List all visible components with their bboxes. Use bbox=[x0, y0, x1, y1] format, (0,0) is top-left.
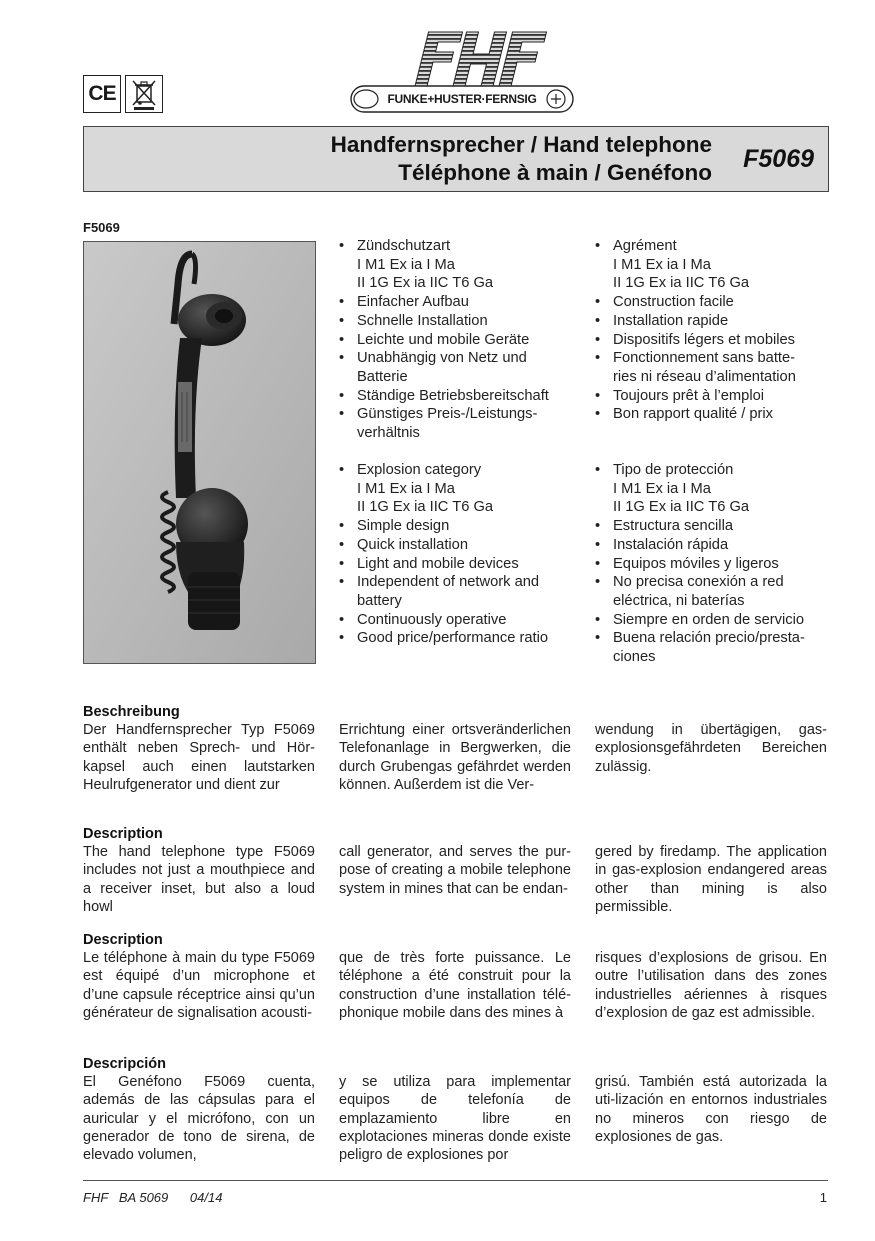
list-item-label: Independent of network and bbox=[357, 574, 540, 591]
company-name: FUNKE+HUSTER·FERNSIG bbox=[387, 92, 537, 106]
list-item-label: Toujours prêt à l’emploi bbox=[613, 387, 765, 404]
title-line-1: Handfernsprecher / Hand telephone bbox=[330, 132, 712, 157]
model-number: F5069 bbox=[743, 145, 814, 173]
section-heading-fr: Description bbox=[83, 932, 163, 948]
list-item bbox=[338, 349, 578, 386]
list-item bbox=[594, 405, 834, 424]
list-item bbox=[338, 237, 578, 293]
certification-marks bbox=[83, 75, 163, 113]
section-heading-en: Description bbox=[83, 826, 163, 842]
list-item-label: Buena relación precio/presta- bbox=[613, 630, 805, 647]
list-item-label: Instalación rápida bbox=[613, 536, 729, 553]
list-item-sub: I M1 Ex ia I Ma bbox=[613, 256, 711, 273]
product-photo bbox=[83, 241, 316, 664]
list-item bbox=[594, 293, 834, 312]
list-item-sub: verhältnis bbox=[357, 425, 420, 442]
list-item bbox=[338, 573, 578, 610]
list-item-sub: II 1G Ex ia IIC T6 Ga bbox=[613, 275, 750, 292]
company-logo bbox=[345, 30, 577, 118]
page-number: 1 bbox=[819, 1190, 827, 1205]
section-de-col2: Errichtung einer ortsveränderlichen Telefonanlage in Bergwerken, die durch Grubengas gefährdet werden können. Außerdem ist die Ver- bbox=[339, 722, 571, 793]
list-item-sub: ciones bbox=[613, 649, 656, 666]
list-item bbox=[338, 611, 578, 630]
list-item bbox=[338, 461, 578, 517]
list-item bbox=[594, 312, 834, 331]
list-item-label: Agrément bbox=[613, 238, 677, 254]
list-item bbox=[338, 312, 578, 331]
list-item bbox=[338, 629, 578, 648]
list-item-sub: Batterie bbox=[357, 368, 408, 385]
list-item-label: Equipos móviles y ligeros bbox=[613, 555, 779, 572]
list-item-label: Tipo de protección bbox=[613, 462, 734, 478]
section-fr-col3: risques d’explosions de grisou. En outre l’utilisation dans des zones industrielles aériennes à risques d’explosion de gaz est admissible. bbox=[595, 950, 827, 1021]
list-item-sub: eléctrica, ni baterías bbox=[613, 592, 745, 609]
list-item-sub: I M1 Ex ia I Ma bbox=[357, 256, 455, 273]
list-item-sub: II 1G Ex ia IIC T6 Ga bbox=[357, 499, 494, 516]
ce-mark bbox=[83, 75, 121, 113]
footer-reference: FHF BA 5069 04/14 bbox=[83, 1190, 223, 1205]
list-item bbox=[338, 387, 578, 406]
list-item bbox=[338, 536, 578, 555]
section-de-col1: Der Handfernsprecher Typ F5069 enthält neben Sprech- und Hör-kapsel auch einen lautstarken Heulrufgenerator und dient zur bbox=[83, 722, 315, 793]
list-item-label: No precisa conexión a red bbox=[613, 574, 784, 591]
feature-list-es bbox=[594, 461, 834, 667]
list-item-label: Günstiges Preis-/Leistungs- bbox=[357, 406, 538, 423]
list-item-sub: battery bbox=[357, 592, 402, 609]
list-item-label: Continuously operative bbox=[357, 611, 507, 628]
photo-caption: F5069 bbox=[83, 220, 120, 235]
list-item bbox=[594, 611, 834, 630]
section-en-col1: The hand telephone type F5069 includes not just a mouthpiece and a receiver inset, but also a loud howl bbox=[83, 844, 315, 915]
list-item bbox=[338, 405, 578, 442]
list-item-sub: I M1 Ex ia I Ma bbox=[613, 480, 711, 497]
feature-list-fr bbox=[594, 237, 834, 424]
list-item bbox=[594, 237, 834, 293]
section-en-col3: gered by firedamp. The application in gas-explosion endangered areas other than mining is also permissible. bbox=[595, 844, 827, 915]
section-fr-col1: Le téléphone à main du type F5069 est équipé d’un microphone et d’une capsule réceptrice ainsi qu’un générateur de signalisation acousti- bbox=[83, 950, 315, 1021]
list-item-label: Siempre en orden de servicio bbox=[613, 611, 805, 628]
list-item-label: Leichte und mobile Geräte bbox=[357, 331, 530, 348]
title-bar bbox=[83, 126, 829, 192]
section-fr-col2: que de très forte puissance. Le téléphone a été construit pour la construction d’une installation télé-phonique mobile dans des mines à bbox=[339, 950, 571, 1021]
list-item bbox=[594, 517, 834, 536]
list-item-label: Schnelle Installation bbox=[357, 312, 488, 329]
list-item bbox=[338, 293, 578, 312]
section-es-col2: y se utiliza para implementar equipos de telefonía de emplazamiento libre en explotaciones mineras donde existe peligro de explosiones por bbox=[339, 1074, 571, 1164]
section-es-col3: grisú. También está autorizada la uti-lización en entornos industriales no mineros con riesgo de explosiones de gas. bbox=[595, 1074, 827, 1145]
footer-divider bbox=[83, 1180, 828, 1181]
list-item bbox=[594, 349, 834, 386]
list-item-label: Estructura sencilla bbox=[613, 518, 733, 535]
feature-list-de bbox=[338, 237, 578, 443]
crossed-out-bin-icon bbox=[125, 75, 163, 113]
list-item-sub: ries ni réseau d’alimentation bbox=[613, 368, 796, 385]
feature-list-en bbox=[338, 461, 578, 648]
list-item-label: Simple design bbox=[357, 518, 450, 535]
ce-mark-text: CE bbox=[88, 82, 116, 105]
section-heading-es: Descripción bbox=[83, 1056, 166, 1072]
list-item-label: Light and mobile devices bbox=[357, 555, 519, 572]
list-item-sub: II 1G Ex ia IIC T6 Ga bbox=[357, 275, 494, 292]
title-line-2: Téléphone à main / Genéfono bbox=[398, 160, 712, 185]
list-item bbox=[594, 536, 834, 555]
list-item-sub: II 1G Ex ia IIC T6 Ga bbox=[613, 499, 750, 516]
list-item-label: Explosion category bbox=[357, 462, 482, 478]
list-item bbox=[594, 629, 834, 666]
list-item-label: Installation rapide bbox=[613, 312, 729, 329]
list-item-label: Einfacher Aufbau bbox=[357, 294, 469, 311]
list-item bbox=[338, 517, 578, 536]
list-item-label: Construction facile bbox=[613, 294, 734, 311]
list-item-sub: I M1 Ex ia I Ma bbox=[357, 480, 455, 497]
section-heading-de: Beschreibung bbox=[83, 704, 180, 720]
list-item bbox=[338, 555, 578, 574]
list-item bbox=[594, 331, 834, 350]
list-item-label: Bon rapport qualité / prix bbox=[613, 406, 774, 423]
document-title bbox=[331, 131, 712, 187]
section-es-col1: El Genéfono F5069 cuenta, además de las cápsulas para el auricular y el micrófono, con un generador de tono de sirena, de elevado volumen, bbox=[83, 1074, 315, 1164]
list-item bbox=[594, 387, 834, 406]
list-item-label: Zündschutzart bbox=[357, 238, 451, 254]
list-item bbox=[594, 461, 834, 517]
list-item bbox=[594, 573, 834, 610]
list-item bbox=[338, 331, 578, 350]
section-de-col3: wendung in übertägigen, gas-explosionsgefährdeten Bereichen zulässig. bbox=[595, 722, 827, 775]
section-en-col2: call generator, and serves the pur-pose of creating a mobile telephone system in mines that can be endan- bbox=[339, 844, 571, 897]
list-item-label: Dispositifs légers et mobiles bbox=[613, 331, 796, 348]
list-item-label: Quick installation bbox=[357, 536, 469, 553]
list-item bbox=[594, 555, 834, 574]
list-item-label: Ständige Betriebsbereitschaft bbox=[357, 387, 549, 404]
list-item-label: Fonctionnement sans batte- bbox=[613, 350, 796, 367]
list-item-label: Good price/performance ratio bbox=[357, 630, 549, 647]
list-item-label: Unabhängig von Netz und bbox=[357, 350, 527, 367]
